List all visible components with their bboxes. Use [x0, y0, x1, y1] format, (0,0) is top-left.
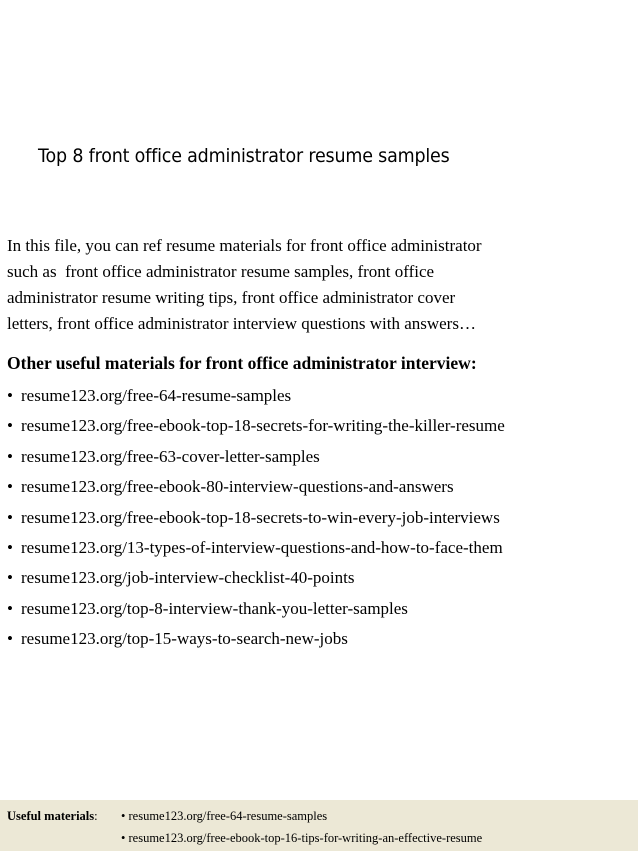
intro-line: such as front office administrator resume samples, front office [7, 262, 435, 281]
list-item [7, 472, 635, 502]
materials-list [7, 381, 635, 655]
intro-paragraph [7, 233, 635, 337]
list-item [7, 503, 635, 533]
material-link[interactable]: resume123.org/13-types-of-interview-questions-and-how-to-face-them [21, 537, 503, 557]
material-link[interactable]: resume123.org/free-64-resume-samples [21, 386, 292, 405]
bullet: • [7, 416, 13, 436]
material-link[interactable]: resume123.org/top-8-interview-thank-you-letter-samples [21, 598, 408, 618]
bullet: • [7, 507, 13, 527]
bullet: • [7, 629, 13, 649]
material-link[interactable]: resume123.org/job-interview-checklist-40-points [21, 568, 355, 588]
material-link[interactable]: resume123.org/free-ebook-80-interview-questions-and-answers [21, 477, 454, 497]
list-item [7, 563, 635, 593]
bullet: • [7, 477, 13, 497]
bullet: • [7, 537, 13, 557]
list-item [7, 411, 635, 441]
list-item [7, 533, 635, 563]
material-link[interactable]: resume123.org/free-ebook-top-18-secrets-for-writing-the-killer-resume [21, 416, 505, 436]
list-item [7, 624, 635, 654]
bullet: • [7, 568, 13, 588]
bullet: • [7, 386, 13, 405]
intro-line: administrator resume writing tips, front office administrator cover [7, 288, 456, 307]
material-link[interactable]: resume123.org/free-63-cover-letter-samples [21, 446, 320, 466]
material-link[interactable]: resume123.org/top-15-ways-to-search-new-jobs [21, 629, 348, 649]
footer-label: Useful materials: [7, 809, 98, 823]
materials-heading: Other useful materials for front office administrator interview: [7, 353, 477, 373]
list-item [7, 381, 635, 411]
intro-line: In this file, you can ref resume materials for front office administrator [7, 236, 482, 255]
footer-links [121, 806, 482, 850]
footer-link[interactable]: • resume123.org/free-ebook-top-16-tips-for-writing-an-effective-resume [121, 831, 483, 845]
list-item [7, 442, 635, 472]
footer-bar [0, 800, 638, 851]
footer-link[interactable]: • resume123.org/free-64-resume-samples [121, 809, 328, 823]
bullet: • [7, 598, 13, 618]
list-item [7, 594, 635, 624]
page-title: Top 8 front office administrator resume samples [38, 145, 450, 167]
bullet: • [7, 446, 13, 466]
material-link[interactable]: resume123.org/free-ebook-top-18-secrets-to-win-every-job-interviews [21, 507, 500, 527]
intro-line: letters, front office administrator interview questions with answers… [7, 314, 476, 333]
